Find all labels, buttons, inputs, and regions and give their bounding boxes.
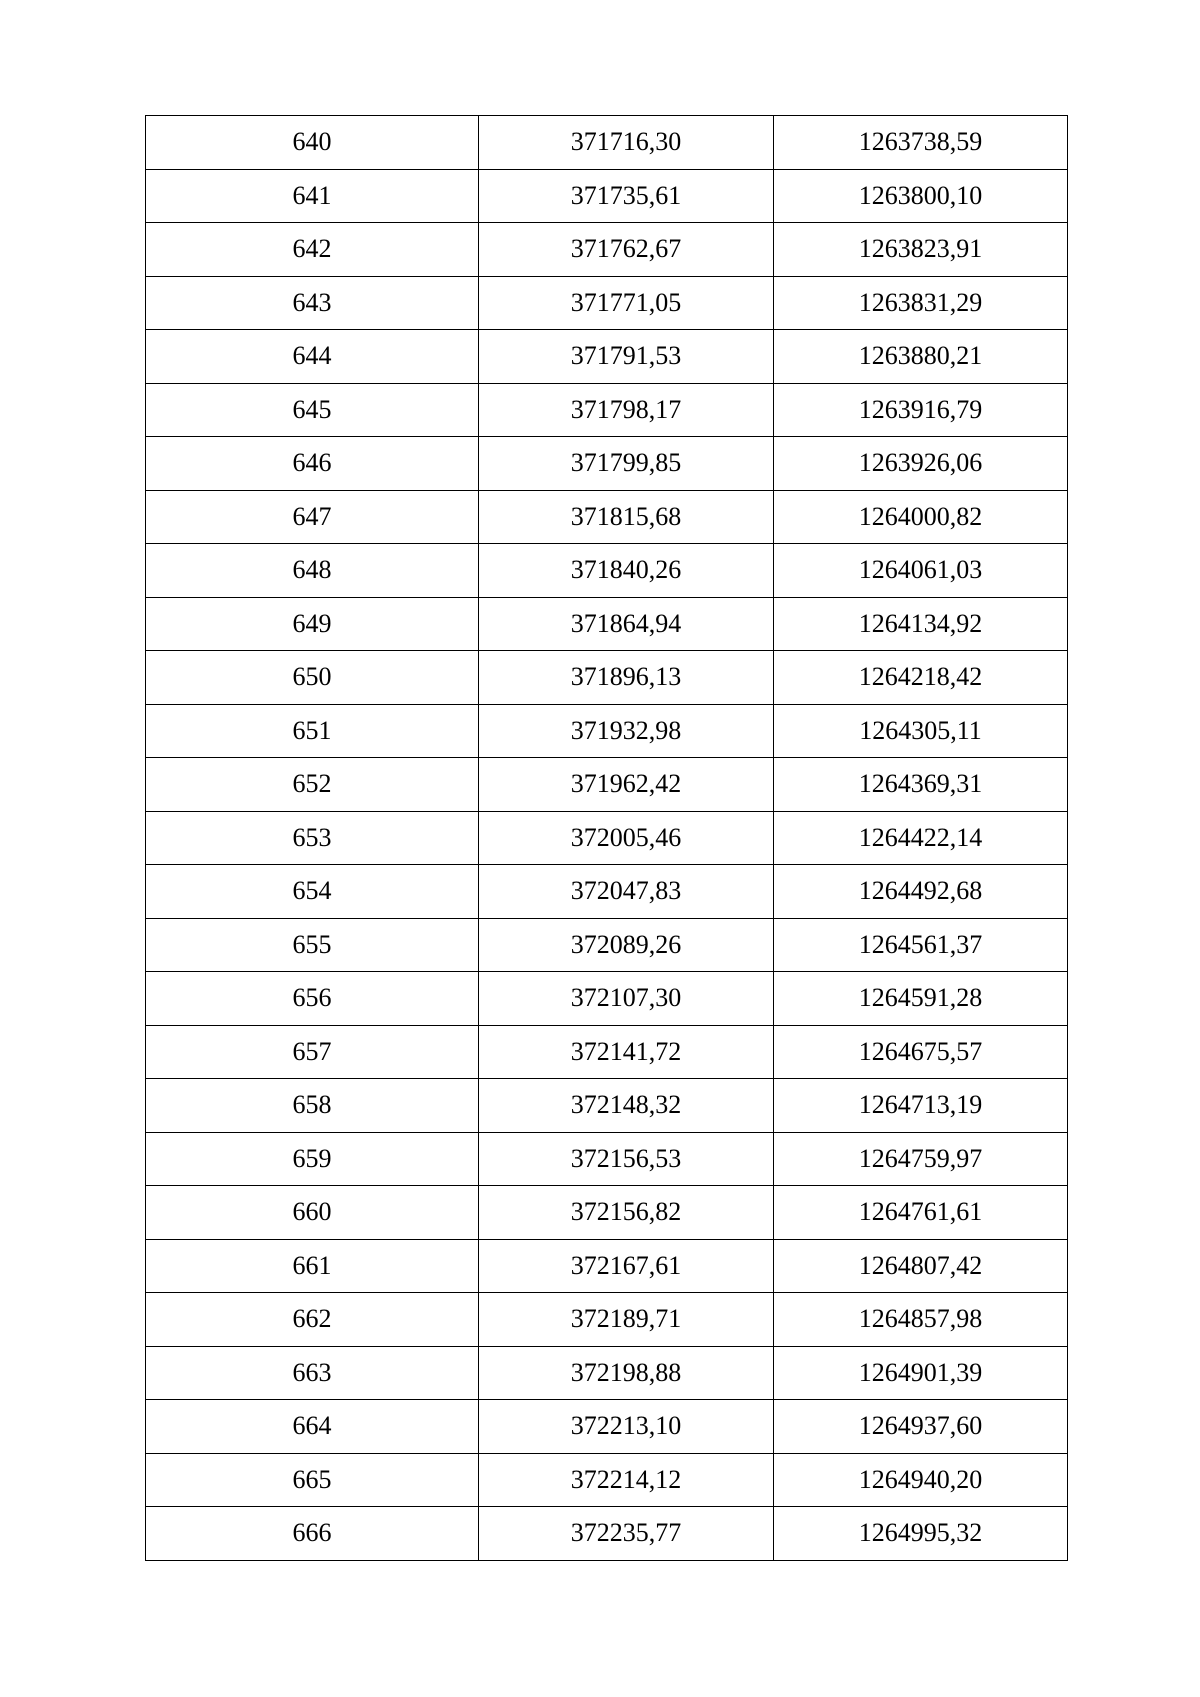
table-row [146, 811, 1068, 865]
x-coordinate-cell: 371791,53 [479, 330, 774, 384]
y-coordinate-cell: 1264759,97 [774, 1132, 1068, 1186]
point-number-cell: 649 [146, 597, 479, 651]
x-coordinate-cell: 371716,30 [479, 116, 774, 170]
y-coordinate-cell: 1264675,57 [774, 1025, 1068, 1079]
table-row [146, 758, 1068, 812]
table-row [146, 1079, 1068, 1133]
point-number-cell: 645 [146, 383, 479, 437]
table-row [146, 1186, 1068, 1240]
table-row [146, 383, 1068, 437]
y-coordinate-cell: 1264995,32 [774, 1507, 1068, 1561]
point-number-cell: 643 [146, 276, 479, 330]
y-coordinate-cell: 1264369,31 [774, 758, 1068, 812]
y-coordinate-cell: 1263880,21 [774, 330, 1068, 384]
table-row [146, 437, 1068, 491]
table-row [146, 1239, 1068, 1293]
point-number-cell: 663 [146, 1346, 479, 1400]
table-row [146, 223, 1068, 277]
x-coordinate-cell: 371962,42 [479, 758, 774, 812]
point-number-cell: 648 [146, 544, 479, 598]
table-row [146, 1132, 1068, 1186]
point-number-cell: 654 [146, 865, 479, 919]
x-coordinate-cell: 372005,46 [479, 811, 774, 865]
y-coordinate-cell: 1263916,79 [774, 383, 1068, 437]
x-coordinate-cell: 372156,53 [479, 1132, 774, 1186]
point-number-cell: 644 [146, 330, 479, 384]
table-row [146, 1293, 1068, 1347]
y-coordinate-cell: 1264134,92 [774, 597, 1068, 651]
point-number-cell: 655 [146, 918, 479, 972]
point-number-cell: 652 [146, 758, 479, 812]
x-coordinate-cell: 371799,85 [479, 437, 774, 491]
x-coordinate-cell: 371932,98 [479, 704, 774, 758]
table-row [146, 1507, 1068, 1561]
table-row [146, 1400, 1068, 1454]
table-row [146, 169, 1068, 223]
x-coordinate-cell: 371840,26 [479, 544, 774, 598]
point-number-cell: 642 [146, 223, 479, 277]
y-coordinate-cell: 1264937,60 [774, 1400, 1068, 1454]
point-number-cell: 640 [146, 116, 479, 170]
y-coordinate-cell: 1264561,37 [774, 918, 1068, 972]
y-coordinate-cell: 1263831,29 [774, 276, 1068, 330]
x-coordinate-cell: 372214,12 [479, 1453, 774, 1507]
y-coordinate-cell: 1264305,11 [774, 704, 1068, 758]
x-coordinate-cell: 371896,13 [479, 651, 774, 705]
x-coordinate-cell: 372107,30 [479, 972, 774, 1026]
y-coordinate-cell: 1264061,03 [774, 544, 1068, 598]
y-coordinate-cell: 1263800,10 [774, 169, 1068, 223]
x-coordinate-cell: 371762,67 [479, 223, 774, 277]
table-row [146, 865, 1068, 919]
point-number-cell: 658 [146, 1079, 479, 1133]
table-row [146, 330, 1068, 384]
x-coordinate-cell: 372235,77 [479, 1507, 774, 1561]
point-number-cell: 666 [146, 1507, 479, 1561]
x-coordinate-cell: 372198,88 [479, 1346, 774, 1400]
table-row [146, 1453, 1068, 1507]
y-coordinate-cell: 1264807,42 [774, 1239, 1068, 1293]
y-coordinate-cell: 1264940,20 [774, 1453, 1068, 1507]
x-coordinate-cell: 372148,32 [479, 1079, 774, 1133]
table-row [146, 918, 1068, 972]
x-coordinate-cell: 372156,82 [479, 1186, 774, 1240]
point-number-cell: 651 [146, 704, 479, 758]
point-number-cell: 647 [146, 490, 479, 544]
y-coordinate-cell: 1264218,42 [774, 651, 1068, 705]
point-number-cell: 656 [146, 972, 479, 1026]
point-number-cell: 641 [146, 169, 479, 223]
point-number-cell: 650 [146, 651, 479, 705]
y-coordinate-cell: 1264761,61 [774, 1186, 1068, 1240]
y-coordinate-cell: 1263823,91 [774, 223, 1068, 277]
x-coordinate-cell: 372089,26 [479, 918, 774, 972]
x-coordinate-cell: 372189,71 [479, 1293, 774, 1347]
table-row [146, 544, 1068, 598]
y-coordinate-cell: 1264492,68 [774, 865, 1068, 919]
x-coordinate-cell: 371815,68 [479, 490, 774, 544]
point-number-cell: 653 [146, 811, 479, 865]
x-coordinate-cell: 371798,17 [479, 383, 774, 437]
table-row [146, 1346, 1068, 1400]
table-row [146, 651, 1068, 705]
point-number-cell: 659 [146, 1132, 479, 1186]
table-row [146, 972, 1068, 1026]
y-coordinate-cell: 1264000,82 [774, 490, 1068, 544]
coordinates-table-body [146, 116, 1068, 1561]
table-row [146, 276, 1068, 330]
point-number-cell: 662 [146, 1293, 479, 1347]
table-row [146, 116, 1068, 170]
point-number-cell: 660 [146, 1186, 479, 1240]
point-number-cell: 665 [146, 1453, 479, 1507]
x-coordinate-cell: 372167,61 [479, 1239, 774, 1293]
y-coordinate-cell: 1263926,06 [774, 437, 1068, 491]
y-coordinate-cell: 1263738,59 [774, 116, 1068, 170]
y-coordinate-cell: 1264901,39 [774, 1346, 1068, 1400]
point-number-cell: 646 [146, 437, 479, 491]
table-row [146, 490, 1068, 544]
x-coordinate-cell: 371771,05 [479, 276, 774, 330]
table-row [146, 597, 1068, 651]
y-coordinate-cell: 1264591,28 [774, 972, 1068, 1026]
x-coordinate-cell: 371735,61 [479, 169, 774, 223]
coordinates-table [145, 115, 1068, 1561]
x-coordinate-cell: 372141,72 [479, 1025, 774, 1079]
x-coordinate-cell: 372047,83 [479, 865, 774, 919]
y-coordinate-cell: 1264422,14 [774, 811, 1068, 865]
point-number-cell: 664 [146, 1400, 479, 1454]
x-coordinate-cell: 372213,10 [479, 1400, 774, 1454]
table-row [146, 704, 1068, 758]
x-coordinate-cell: 371864,94 [479, 597, 774, 651]
y-coordinate-cell: 1264713,19 [774, 1079, 1068, 1133]
point-number-cell: 661 [146, 1239, 479, 1293]
y-coordinate-cell: 1264857,98 [774, 1293, 1068, 1347]
table-row [146, 1025, 1068, 1079]
point-number-cell: 657 [146, 1025, 479, 1079]
